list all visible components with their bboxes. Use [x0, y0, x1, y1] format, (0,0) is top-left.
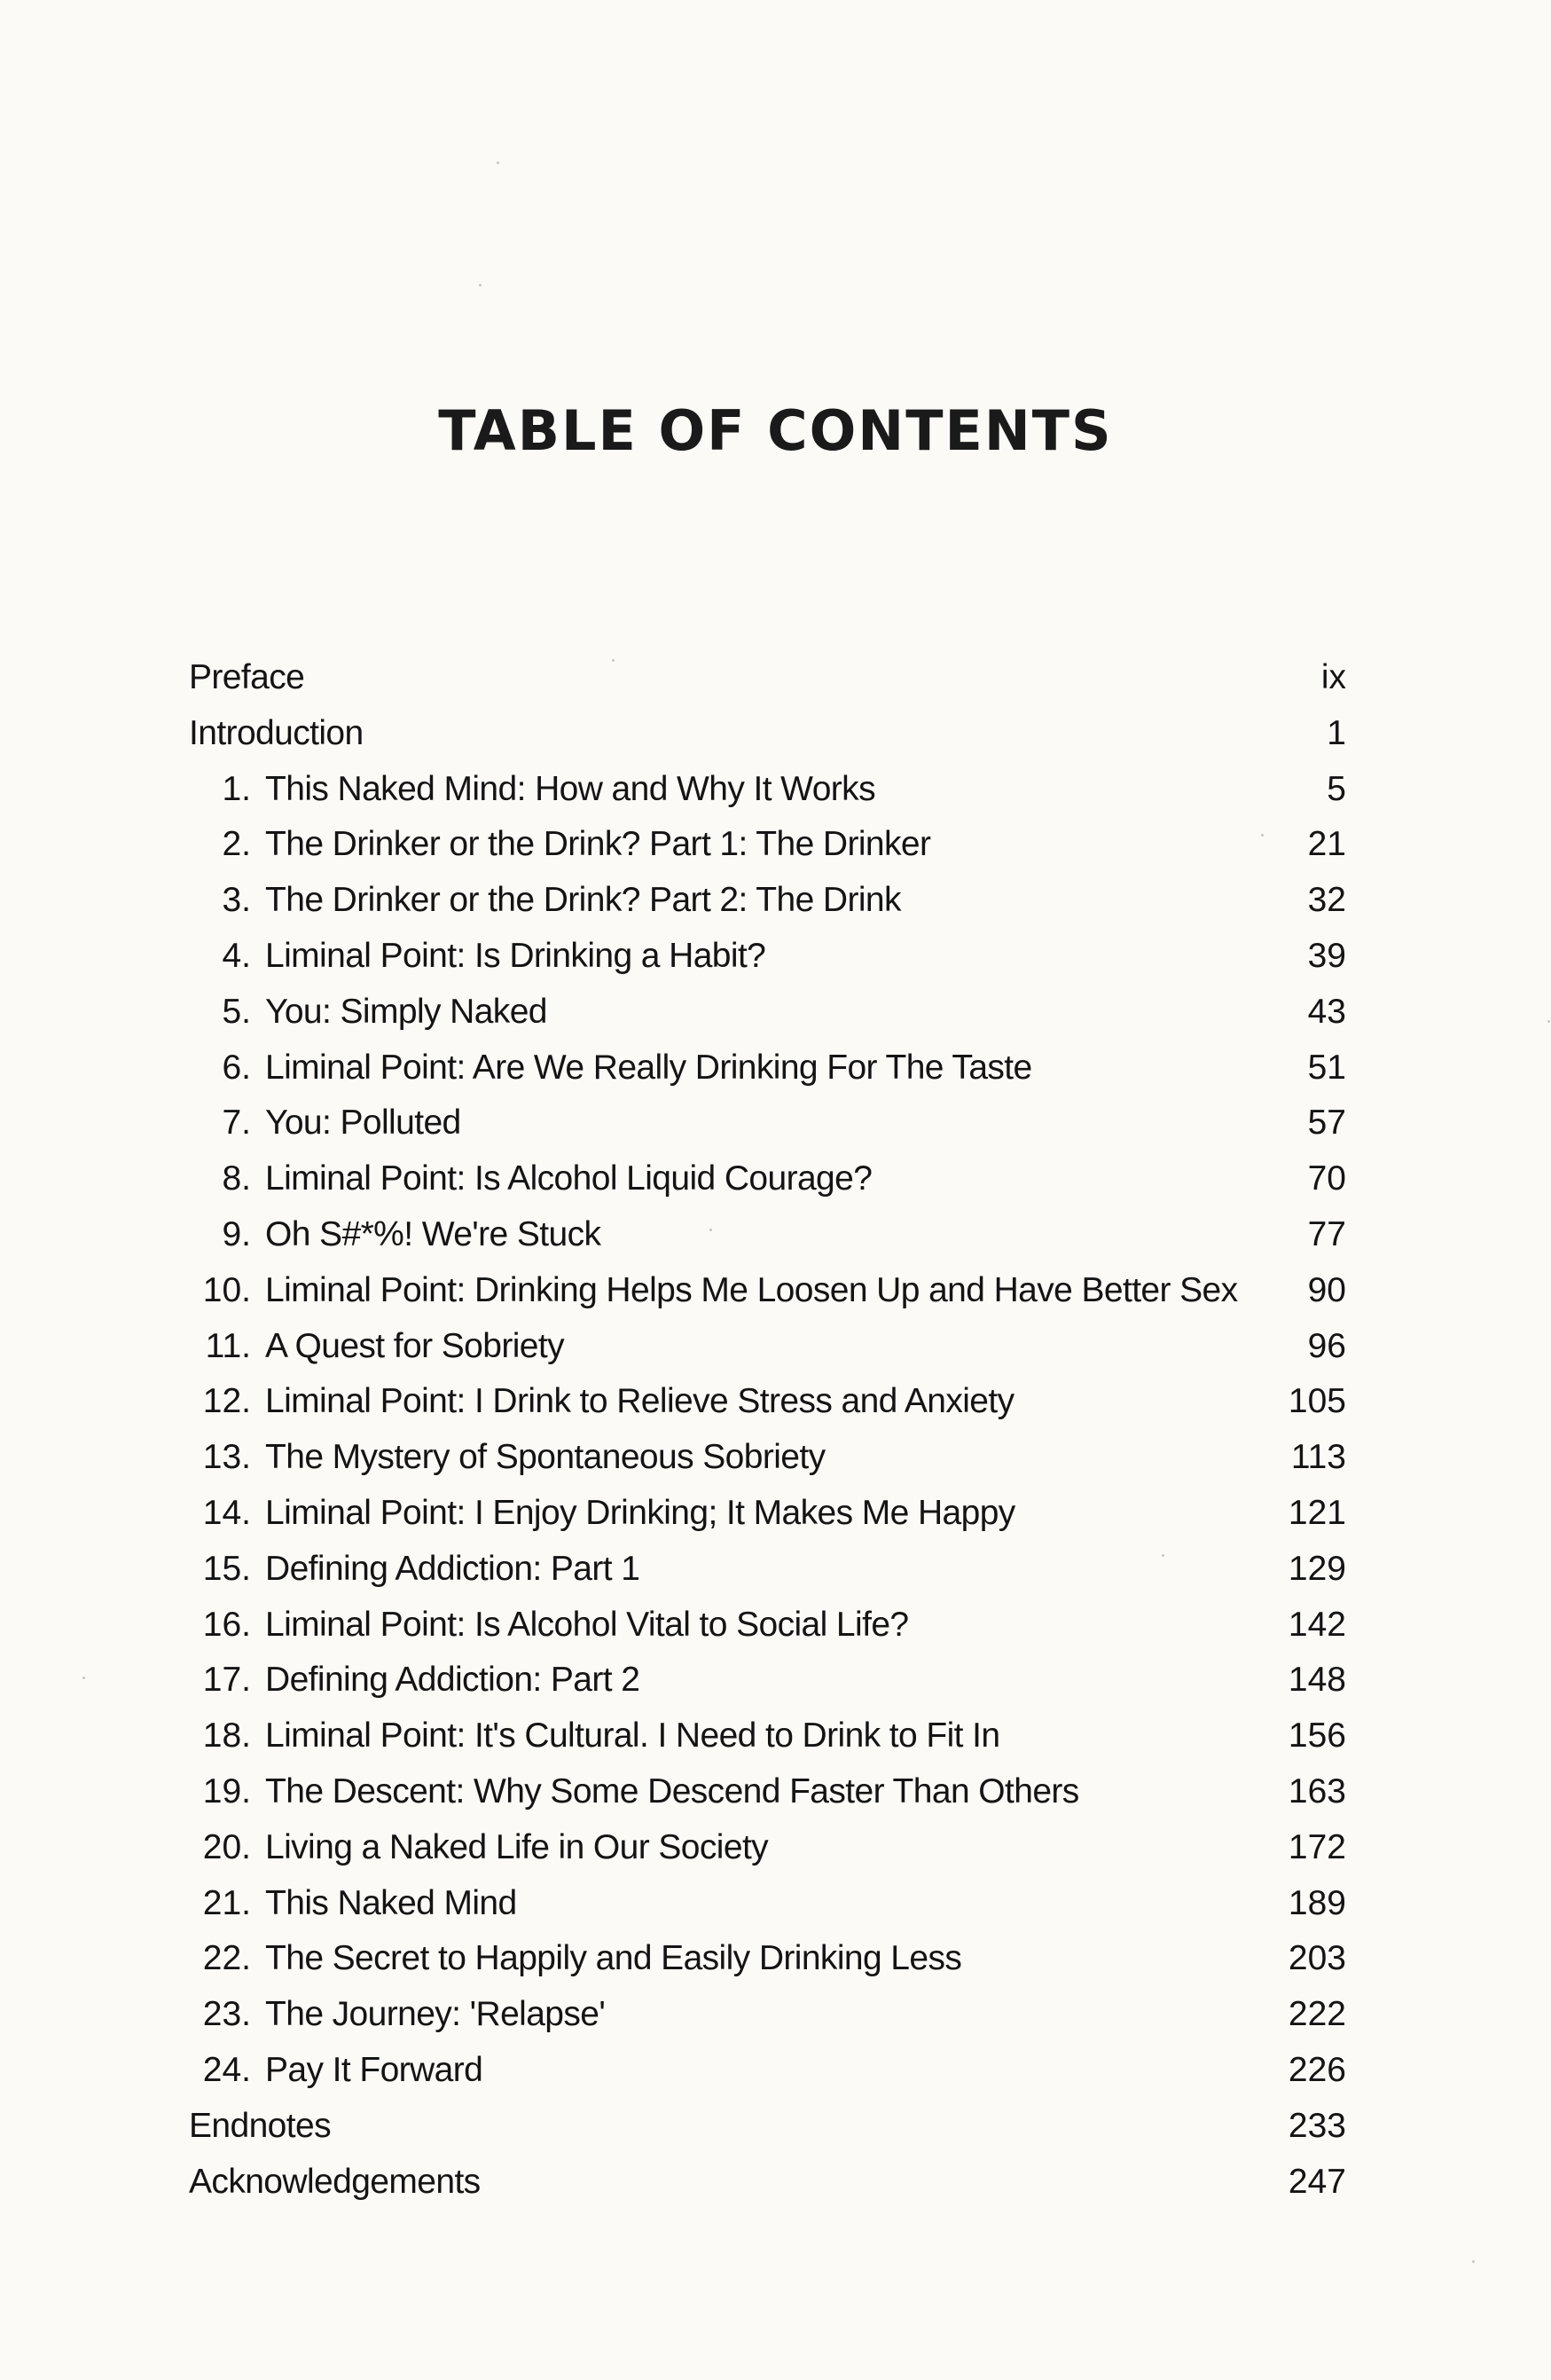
toc-entry-page: 113 [1290, 1438, 1346, 1477]
toc-entry-title: The Secret to Happily and Easily Drinking Less [265, 1939, 962, 1978]
scan-speck [709, 1229, 712, 1231]
toc-entry-chapter-12[interactable] [189, 1374, 1346, 1430]
chapter-number: 2. [222, 825, 251, 864]
toc-entry-title: Acknowledgements [189, 2162, 481, 2201]
toc-entry-title: Preface [189, 658, 305, 696]
toc-entry-title: The Descent: Why Some Descend Faster Than Others [265, 1771, 1079, 1811]
toc-entry-title: Liminal Point: Is Alcohol Vital to Social Life? [265, 1605, 909, 1644]
toc-entry-page: 96 [1307, 1326, 1346, 1365]
toc-entry-chapter-5[interactable] [189, 985, 1346, 1041]
chapter-number: 17. [202, 1661, 251, 1700]
toc-entry-page: 129 [1288, 1549, 1346, 1588]
toc-entry-page: 247 [1288, 2162, 1346, 2201]
toc-entry-title: The Drinker or the Drink? Part 1: The Drinker [265, 825, 931, 864]
toc-entry-page: 77 [1307, 1214, 1346, 1253]
toc-entry-page: 5 [1327, 769, 1346, 808]
toc-entry-title: Liminal Point: Are We Really Drinking For The Taste [265, 1048, 1032, 1087]
toc-entry-chapter-19[interactable] [189, 1764, 1346, 1820]
toc-entry-page: 90 [1307, 1270, 1346, 1309]
chapter-number: 23. [202, 1995, 251, 2034]
chapter-number: 16. [202, 1605, 251, 1644]
chapter-number: 4. [222, 936, 251, 975]
toc-entry-title: Pay It Forward [265, 2050, 483, 2089]
scan-speck [82, 1677, 85, 1679]
toc-entry-title: You: Simply Naked [265, 992, 547, 1031]
chapter-number: 1. [222, 769, 251, 808]
toc-entry-page: 21 [1307, 825, 1346, 864]
toc-entry-chapter-15[interactable] [189, 1542, 1346, 1598]
toc-entry-title: Defining Addiction: Part 1 [265, 1549, 640, 1588]
toc-entry-title: Liminal Point: I Drink to Relieve Stress and Anxiety [265, 1382, 1014, 1421]
toc-entry-page: 163 [1288, 1771, 1346, 1811]
chapter-number: 11. [205, 1326, 251, 1365]
chapter-number: 19. [202, 1771, 251, 1811]
toc-entry-chapter-9[interactable] [189, 1207, 1346, 1263]
toc-entry-title: Oh S#*%! We're Stuck [265, 1214, 601, 1253]
scan-speck [479, 284, 482, 287]
toc-entry-introduction[interactable] [189, 706, 1346, 762]
toc-entry-page: 121 [1288, 1493, 1346, 1532]
toc-entry-chapter-14[interactable] [189, 1486, 1346, 1542]
chapter-number: 8. [222, 1159, 251, 1198]
toc-entry-page: 203 [1288, 1939, 1346, 1978]
toc-entry-page: 142 [1288, 1605, 1346, 1644]
toc-entry-chapter-1[interactable] [189, 762, 1346, 818]
toc-entry-page: 233 [1288, 2106, 1346, 2145]
scan-speck [1261, 834, 1264, 837]
toc-entry-chapter-10[interactable] [189, 1263, 1346, 1319]
toc-entry-title: This Naked Mind: How and Why It Works [265, 769, 875, 808]
toc-entry-preface[interactable] [189, 650, 1346, 706]
page-title: TABLE OF CONTENTS [438, 398, 1113, 463]
toc-entry-chapter-2[interactable] [189, 817, 1346, 873]
toc-entry-title: This Naked Mind [265, 1883, 517, 1922]
scan-speck [612, 659, 615, 662]
toc-entry-chapter-21[interactable] [189, 1876, 1346, 1932]
toc-entry-page: 222 [1288, 1995, 1346, 2034]
toc-entry-title: You: Polluted [265, 1104, 461, 1143]
toc-entry-page: 39 [1307, 936, 1346, 975]
chapter-number: 18. [202, 1716, 251, 1756]
chapter-number: 10. [202, 1270, 251, 1309]
toc-entry-title: Defining Addiction: Part 2 [265, 1661, 640, 1700]
toc-list [189, 650, 1346, 2210]
chapter-number: 9. [222, 1214, 251, 1253]
toc-entry-page: 189 [1288, 1883, 1346, 1922]
toc-entry-chapter-18[interactable] [189, 1708, 1346, 1764]
chapter-number: 24. [202, 2050, 251, 2089]
chapter-number: 22. [202, 1939, 251, 1978]
toc-entry-page: ix [1320, 658, 1346, 696]
toc-entry-page: 156 [1288, 1716, 1346, 1756]
chapter-number: 12. [202, 1382, 251, 1421]
toc-entry-chapter-16[interactable] [189, 1598, 1346, 1653]
toc-entry-title: Liminal Point: Is Alcohol Liquid Courage? [265, 1159, 873, 1198]
toc-entry-chapter-8[interactable] [189, 1151, 1346, 1207]
toc-entry-chapter-17[interactable] [189, 1653, 1346, 1708]
toc-entry-title: Liminal Point: It's Cultural. I Need to Drink to Fit In [265, 1716, 1000, 1756]
toc-entry-chapter-24[interactable] [189, 2043, 1346, 2099]
toc-entry-title: Living a Naked Life in Our Society [265, 1827, 769, 1866]
toc-entry-page: 105 [1288, 1382, 1346, 1421]
chapter-number: 15. [202, 1549, 251, 1588]
chapter-number: 20. [202, 1827, 251, 1866]
chapter-number: 21. [202, 1883, 251, 1922]
toc-entry-chapter-11[interactable] [189, 1319, 1346, 1375]
toc-entry-title: Endnotes [189, 2106, 331, 2145]
scan-speck [1547, 1020, 1550, 1023]
chapter-number: 6. [222, 1048, 251, 1087]
toc-entry-title: A Quest for Sobriety [265, 1326, 565, 1365]
chapter-number: 3. [222, 881, 251, 920]
toc-entry-chapter-3[interactable] [189, 873, 1346, 929]
toc-entry-title: The Mystery of Spontaneous Sobriety [265, 1438, 826, 1477]
scan-speck [1472, 2260, 1475, 2263]
toc-entry-page: 43 [1307, 992, 1346, 1031]
toc-entry-chapter-13[interactable] [189, 1430, 1346, 1486]
toc-entry-acknowledgements[interactable] [189, 2155, 1346, 2211]
chapter-number: 5. [222, 992, 251, 1031]
toc-entry-chapter-7[interactable] [189, 1096, 1346, 1151]
toc-entry-title: Liminal Point: I Enjoy Drinking; It Makes Me Happy [265, 1493, 1015, 1532]
toc-entry-title: The Journey: 'Relapse' [265, 1995, 606, 2034]
toc-entry-page: 226 [1288, 2050, 1346, 2089]
toc-entry-page: 32 [1307, 881, 1346, 920]
toc-entry-chapter-20[interactable] [189, 1820, 1346, 1876]
chapter-number: 13. [202, 1438, 251, 1477]
toc-entry-chapter-4[interactable] [189, 929, 1346, 985]
toc-entry-page: 172 [1288, 1827, 1346, 1866]
toc-entry-page: 70 [1307, 1159, 1346, 1198]
toc-entry-chapter-23[interactable] [189, 1987, 1346, 2043]
toc-entry-page: 51 [1307, 1048, 1346, 1087]
toc-entry-page: 1 [1327, 713, 1346, 752]
chapter-number: 14. [202, 1493, 251, 1532]
toc-entry-title: The Drinker or the Drink? Part 2: The Drink [265, 881, 901, 920]
toc-entry-title: Liminal Point: Is Drinking a Habit? [265, 936, 766, 975]
scan-speck [497, 161, 499, 164]
toc-entry-title: Introduction [189, 713, 364, 752]
toc-entry-chapter-6[interactable] [189, 1041, 1346, 1096]
toc-entry-chapter-22[interactable] [189, 1931, 1346, 1987]
scan-speck [1162, 1554, 1164, 1557]
toc-entry-endnotes[interactable] [189, 2099, 1346, 2155]
chapter-number: 7. [222, 1104, 251, 1143]
toc-entry-title: Liminal Point: Drinking Helps Me Loosen Up and Have Better Sex [265, 1270, 1238, 1309]
toc-entry-page: 148 [1288, 1661, 1346, 1700]
toc-entry-page: 57 [1307, 1104, 1346, 1143]
